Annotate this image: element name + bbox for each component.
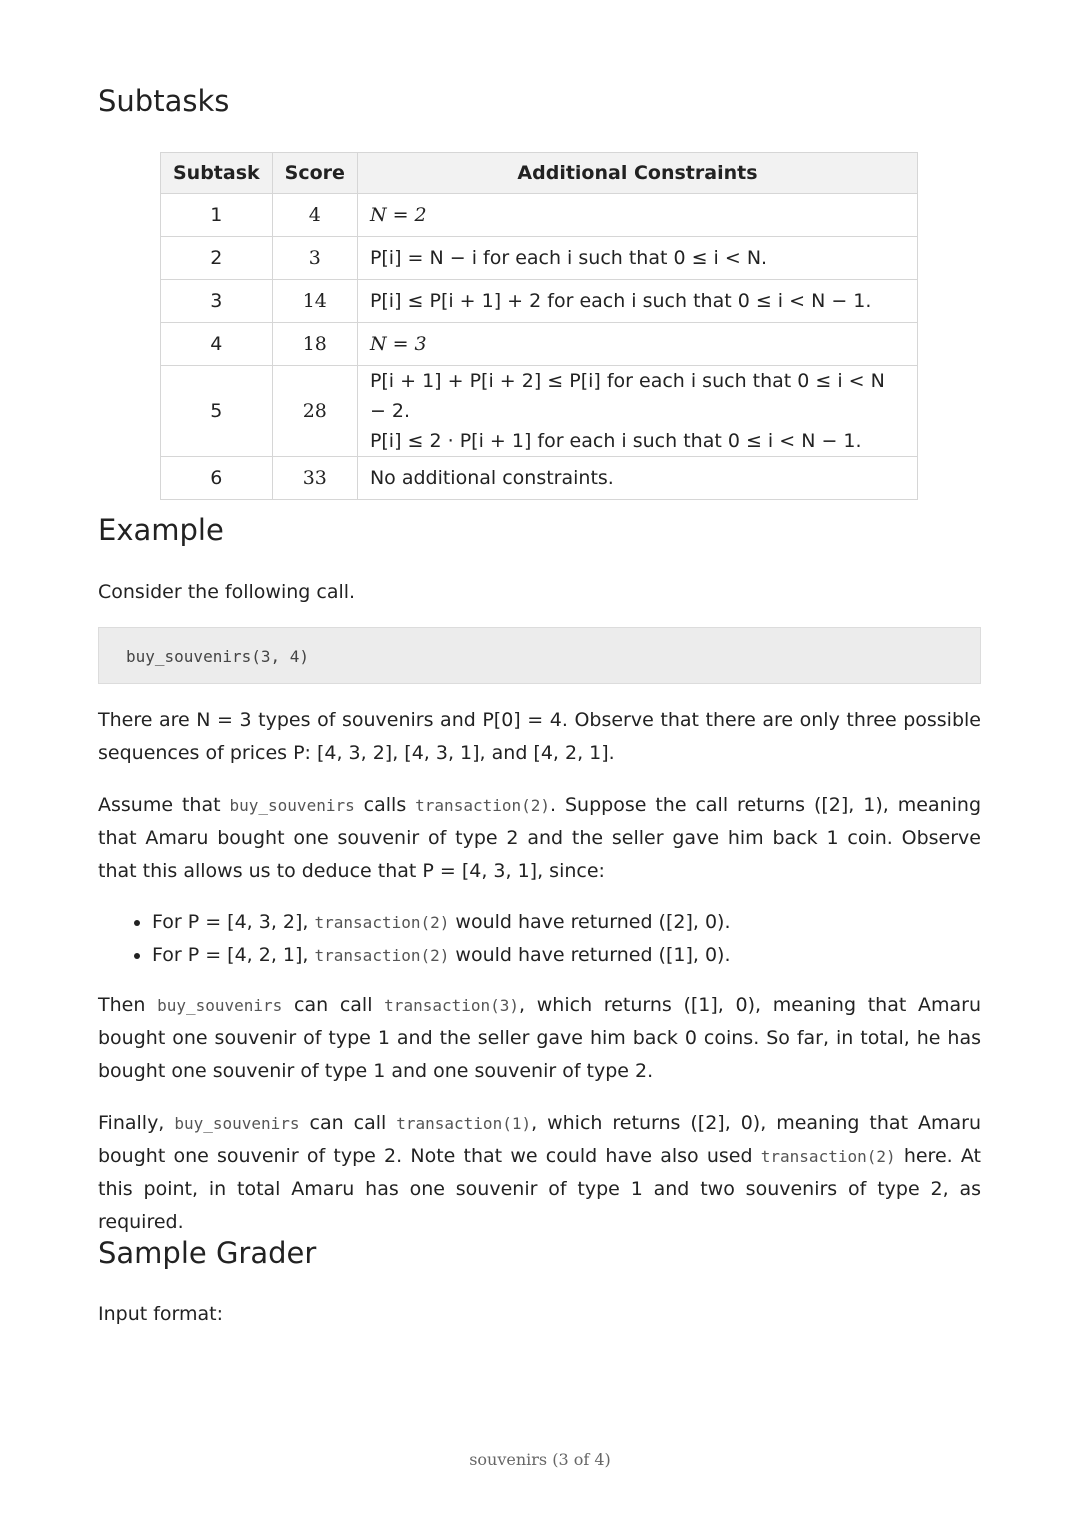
score-cell: 18 [272,323,357,366]
subtask-cell: 2 [161,237,273,280]
example-intro: Consider the following call. [98,581,356,603]
subtask-cell: 4 [161,323,273,366]
inline-code: transaction(2) [760,1147,896,1166]
subtasks-heading: Subtasks [98,84,230,118]
table-row [161,237,918,280]
table-row [161,194,918,237]
table-row [161,457,918,500]
constraint-line: P[i + 1] + P[i + 2] ≤ P[i] for each i such that 0 ≤ i < N − 2. [369,370,885,422]
header-subtask: Subtask [161,153,273,194]
text-span: , which returns ([1], 0), meaning that Amaru bought one souvenir of type 1 and the seller gave him back 0 coins. So far, in total, he has bought one souvenir of type 1 and one souvenir of type 2. [98,994,982,1082]
header-constraints: Additional Constraints [357,153,917,194]
subtask-cell: 5 [161,366,273,457]
text-span: would have returned ([1], 0). [449,944,731,966]
example-paragraph-3 [98,989,981,1088]
code-block: buy_souvenirs(3, 4) [98,627,981,684]
text-span: Assume that [98,794,230,816]
inline-code: transaction(3) [384,996,520,1015]
text-span: calls [354,794,416,816]
inline-code: buy_souvenirs [157,996,283,1015]
inline-code: buy_souvenirs [229,796,355,815]
table-row [161,366,918,457]
bullet-list [98,906,1035,972]
list-item [152,939,1035,972]
text-span: can call [299,1112,397,1134]
score-cell: 28 [272,366,357,457]
constraint-line: P[i] ≤ 2 · P[i + 1] for each i such that 0 ≤ i < N − 1. [369,430,862,452]
table-row [161,323,918,366]
constraint-cell [357,366,917,457]
example-paragraph-4 [98,1107,981,1239]
inline-code: transaction(2) [415,796,551,815]
table-row [161,280,918,323]
input-format-label: Input format: [98,1303,224,1325]
header-score: Score [272,153,357,194]
subtask-cell: 3 [161,280,273,323]
text-span: can call [282,994,385,1016]
score-cell: 14 [272,280,357,323]
list-item [152,906,1035,939]
subtask-cell: 6 [161,457,273,500]
inline-code: transaction(2) [314,913,450,932]
constraint-cell: No additional constraints. [357,457,917,500]
example-heading: Example [98,513,224,547]
text-span: Finally, [98,1112,175,1134]
table-header-row [161,153,918,194]
score-cell: 3 [272,237,357,280]
text-span: . Suppose the call returns ([2], 1), meaning that Amaru bought one souvenir of type 2 and the seller gave him back 1 coin. Observe that this allows us to deduce that P = [4, 3, 1], since: [98,794,982,882]
constraint-cell: N = 2 [357,194,917,237]
page-footer: souvenirs (3 of 4) [469,1450,611,1469]
score-cell: 33 [272,457,357,500]
constraint-cell: N = 3 [357,323,917,366]
inline-code: transaction(2) [314,946,450,965]
subtasks-table [160,152,918,500]
sample-grader-heading: Sample Grader [98,1236,317,1270]
inline-code: buy_souvenirs [174,1114,300,1133]
text-span: , which returns ([2], 0), meaning that Amaru bought one souvenir of type 2. Note that we could have also used [98,1112,981,1167]
example-paragraph-2 [98,789,981,888]
constraint-cell: P[i] ≤ P[i + 1] + 2 for each i such that 0 ≤ i < N − 1. [357,280,917,323]
text-span: here. At this point, in total Amaru has one souvenir of type 1 and two souvenirs of type 2, as required. [98,1145,981,1233]
score-cell: 4 [272,194,357,237]
inline-code: transaction(1) [396,1114,532,1133]
subtask-cell: 1 [161,194,273,237]
text-span: Then [98,994,158,1016]
example-paragraph-1: There are N = 3 types of souvenirs and P[0] = 4. Observe that there are only three possible sequences of prices P: [4, 3, 2], [4, 3, 1], and [4, 2, 1]. [98,709,981,764]
text-span: For P = [4, 3, 2], [152,911,315,933]
text-span: would have returned ([2], 0). [449,911,731,933]
text-span: For P = [4, 2, 1], [152,944,315,966]
constraint-cell: P[i] = N − i for each i such that 0 ≤ i < N. [357,237,917,280]
